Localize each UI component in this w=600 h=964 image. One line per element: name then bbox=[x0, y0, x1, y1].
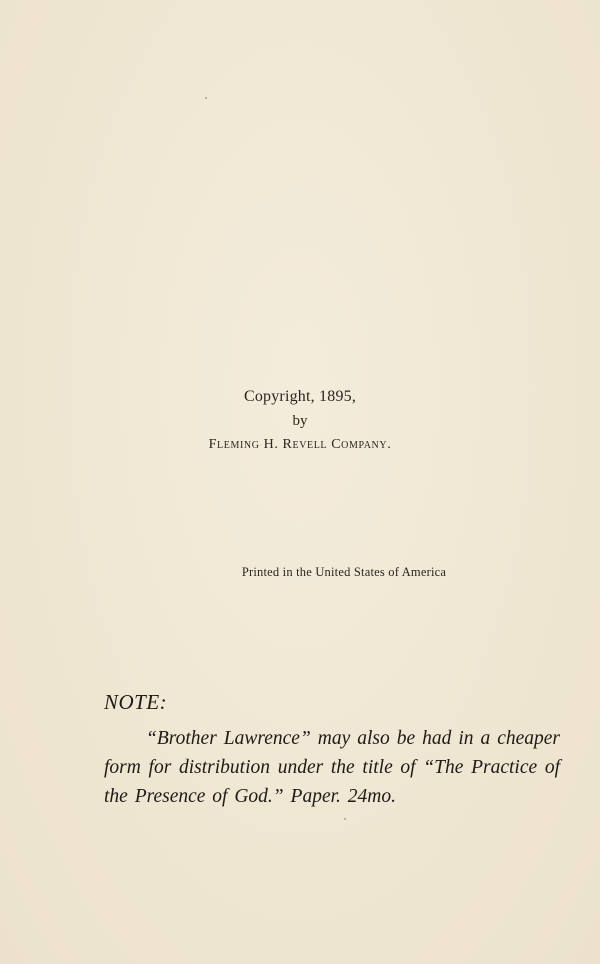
copyright-line: Copyright, 1895, bbox=[243, 388, 357, 405]
note-body: “Brother Lawrence” may also be had in a cheaper form for distribution under the title of “The Practice of the Presence of God.” Paper. 24mo. bbox=[104, 728, 560, 807]
by-line: by bbox=[292, 413, 308, 429]
printed-in-line: Printed in the United States of America bbox=[241, 565, 447, 579]
note-block bbox=[104, 688, 560, 811]
paper-speck bbox=[344, 818, 346, 820]
paper-speck bbox=[205, 97, 207, 99]
publisher-name: Fleming H. Revell Company. bbox=[208, 437, 392, 452]
copyright-block bbox=[0, 384, 600, 458]
note-heading: NOTE: bbox=[104, 690, 168, 714]
